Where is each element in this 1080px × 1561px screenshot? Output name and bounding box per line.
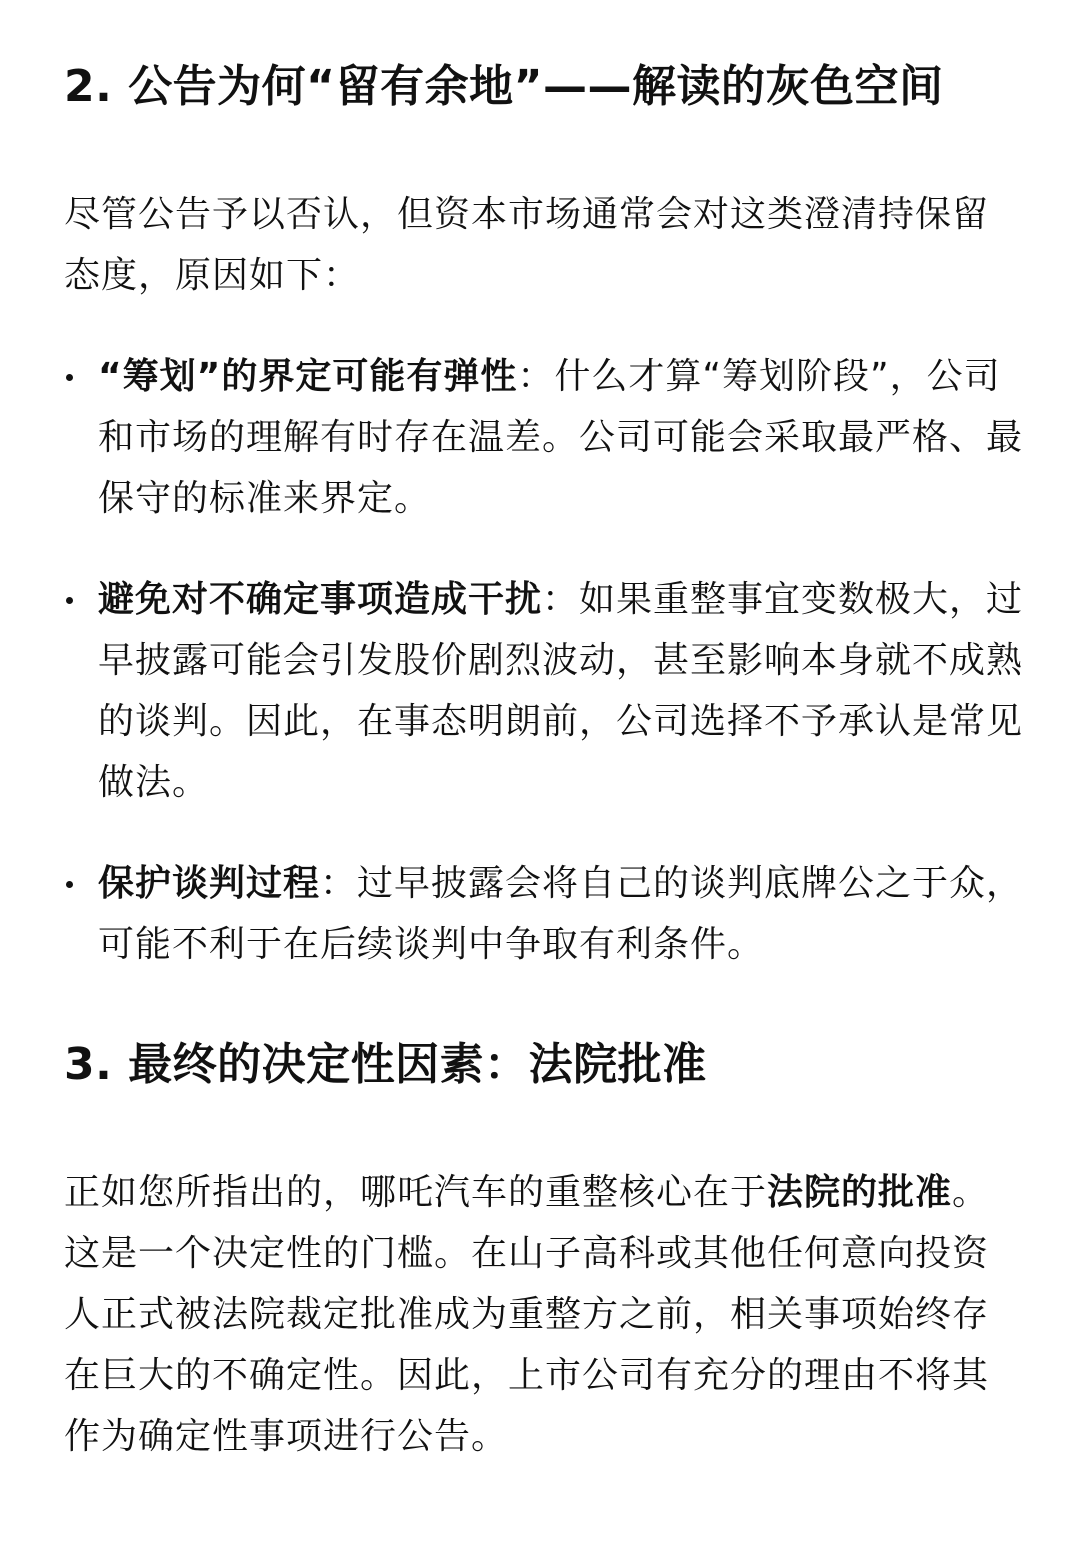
list-item-term: 避免对不确定事项造成干扰 xyxy=(98,579,543,620)
reasons-list xyxy=(64,346,1024,975)
paragraph-text: 。这是一个决定性的门槛。在山子高科或其他任何意向投资人正式被法院裁定批准成为重整方之前，相关事项始终存在巨大的不确定性。因此，上市公司有充分的理由不将其作为确定性事项进行公告。 xyxy=(64,1172,990,1457)
section-3-heading: 3. 最终的决定性因素：法院批准 xyxy=(64,1039,707,1090)
list-item-text: ：什么才算“筹划阶段”，公司和市场的理解有时存在温差。公司可能会采取最严格、最保守的标准来界定。 xyxy=(98,356,1024,519)
list-item-term: 保护谈判过程 xyxy=(98,863,321,904)
paragraph-emphasis: 法院的批准 xyxy=(767,1172,953,1213)
bullet-dot-icon xyxy=(66,881,73,888)
section-2-heading: 2. 公告为何“留有余地”——解读的灰色空间 xyxy=(64,61,944,112)
bullet-dot-icon xyxy=(66,597,73,604)
list-item xyxy=(64,569,1024,813)
bullet-dot-icon xyxy=(66,374,73,381)
list-item xyxy=(64,346,1024,529)
list-item-term: “筹划”的界定可能有弹性 xyxy=(98,356,518,397)
paragraph-text: 正如您所指出的，哪吒汽车的重整核心在于 xyxy=(64,1172,768,1213)
list-item xyxy=(64,853,1024,975)
section-3-paragraph xyxy=(64,1162,1024,1467)
section-2-intro: 尽管公告予以否认，但资本市场通常会对这类澄清持保留态度，原因如下： xyxy=(64,194,990,296)
list-item-text: ：过早披露会将自己的谈判底牌公之于众，可能不利于在后续谈判中争取有利条件。 xyxy=(98,863,1024,965)
list-item-text: ：如果重整事宜变数极大，过早披露可能会引发股价剧烈波动，甚至影响本身就不成熟的谈判。因此，在事态明朗前，公司选择不予承认是常见做法。 xyxy=(98,579,1024,803)
